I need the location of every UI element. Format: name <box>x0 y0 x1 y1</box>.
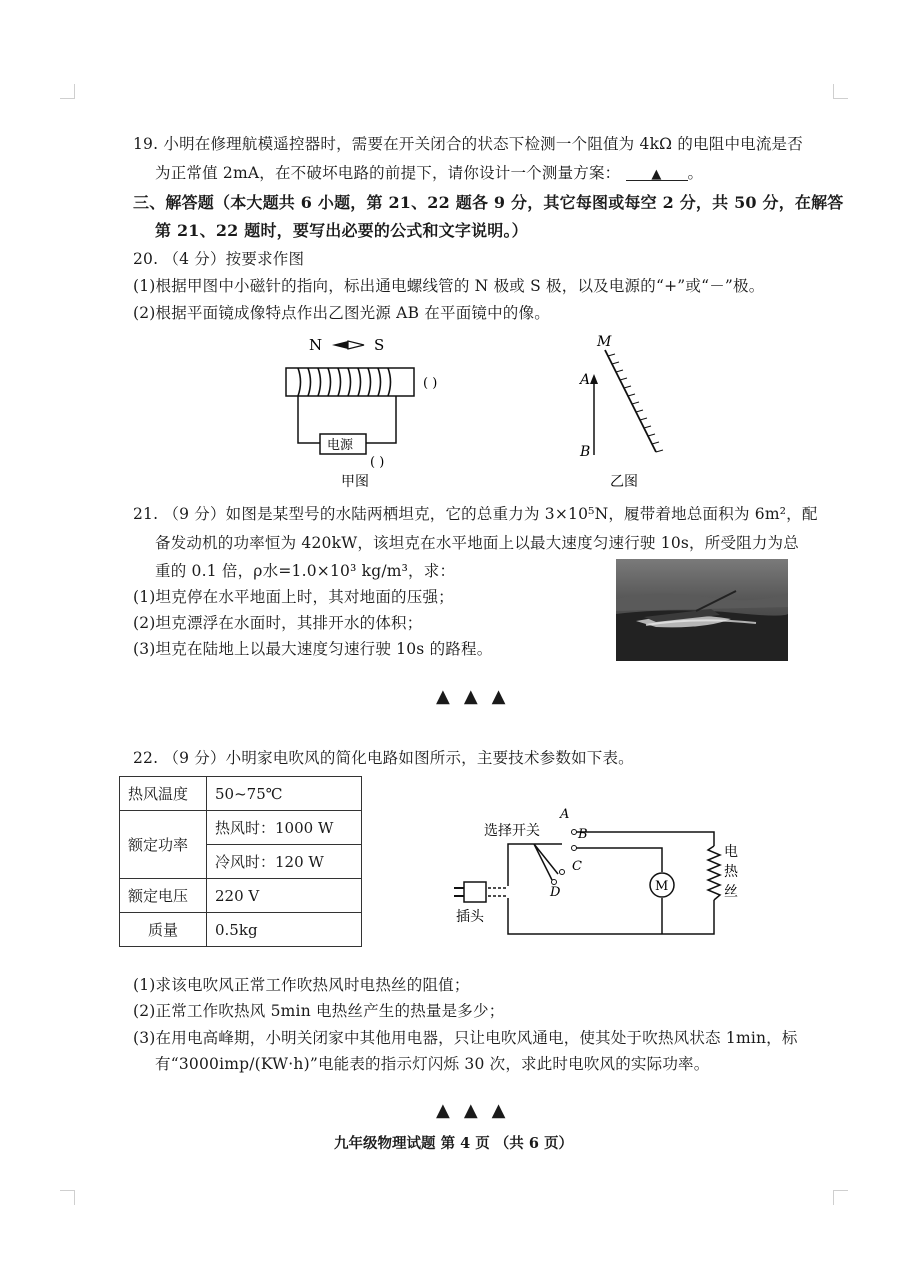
section-3-heading-line-1: 三、解答题（本大题共 6 小题，第 21、22 题各 9 分，其它每图或每空 2 分，共 50 分，在解答 <box>133 193 844 212</box>
compass-needle-south <box>348 341 364 349</box>
q19-line-2-text: 为正常值 2mA，在不破坏电路的前提下，请你设计一个测量方案： <box>155 164 621 182</box>
contact-d <box>552 880 557 885</box>
q20-heading: 20. （4 分）按要求作图 <box>133 250 305 268</box>
q20-part-1: (1)根据甲图中小磁针的指向，标出通电螺线管的 N 极或 S 极，以及电源的“+”或“－”极。 <box>133 277 765 295</box>
table-cell: 热风时：1000 W <box>207 811 362 845</box>
table-cell: 额定电压 <box>120 879 207 913</box>
contact-a <box>572 830 577 835</box>
q22-part-3: (3)在用电高峰期，小明关闭家中其他用电器，只让电吹风通电，使其处于吹热风状态 1min，标 <box>133 1029 798 1047</box>
table-cell: 0.5kg <box>207 913 362 947</box>
crop-mark-bottom-left <box>60 1190 75 1205</box>
heater-label-1: 电 <box>724 844 738 860</box>
table-cell: 50~75℃ <box>207 777 362 811</box>
figure-a-caption: 甲图 <box>341 474 369 490</box>
power-pole-blank: ( ) <box>370 455 385 470</box>
heating-wire <box>708 846 720 900</box>
q21-part-3: (3)坦克在陆地上以最大速度匀速行驶 10s 的路程。 <box>133 640 493 658</box>
solenoid-pole-blank: ( ) <box>423 376 438 391</box>
tank-photo-graphic <box>616 559 788 661</box>
q19-line-2-end: 。 <box>687 164 704 182</box>
q21-part-1: (1)坦克停在水平地面上时，其对地面的压强； <box>133 588 454 606</box>
table-cell: 额定功率 <box>120 811 207 879</box>
q21-line-1: 21. （9 分）如图是某型号的水陆两栖坦克，它的总重力为 3×10⁵N，履带着地总面积为 6m²，配 <box>133 505 818 523</box>
plug-label: 插头 <box>456 909 484 925</box>
crop-mark-top-right <box>833 84 848 99</box>
contact-d-label: D <box>550 885 561 900</box>
compass-needle-north <box>332 341 348 349</box>
wire-motor <box>574 848 662 934</box>
section-3-heading-line-2: 第 21、22 题时，要写出必要的公式和文字说明。） <box>155 221 528 240</box>
table-cell: 冷风时：120 W <box>207 845 362 879</box>
heater-label-2: 热 <box>724 864 738 880</box>
q22-part-2: (2)正常工作吹热风 5min 电热丝产生的热量是多少； <box>133 1002 505 1020</box>
hair-dryer-circuit <box>450 800 750 950</box>
figure-b-mirror <box>572 330 682 490</box>
crop-mark-bottom-right <box>833 1190 848 1205</box>
wire-bottom <box>508 898 662 934</box>
q21-line-2: 备发动机的功率恒为 420kW，该坦克在水平地面上以最大速度匀速行驶 10s，所受阻力为总 <box>155 534 799 552</box>
q19-line-1: 19. 小明在修理航模遥控器时，需要在开关闭合的状态下检测一个阻值为 4kΩ 的电阻中电流是否 <box>133 135 803 153</box>
table-cell: 220 V <box>207 879 362 913</box>
mirror-hatching <box>608 354 663 452</box>
answer-blank[interactable] <box>626 162 688 181</box>
plane-mirror <box>605 350 656 452</box>
compass-n-label: N <box>309 336 323 354</box>
contact-c-label: C <box>572 859 582 874</box>
page-footer: 九年级物理试题 第 4 页 （共 6 页） <box>334 1135 573 1152</box>
point-b-label: B <box>580 444 591 460</box>
contact-b-label: B <box>578 827 588 842</box>
table-row <box>120 913 362 947</box>
q21-part-2: (2)坦克漂浮在水面时，其排开水的体积； <box>133 614 423 632</box>
end-marks-1: ▲▲▲ <box>436 686 520 707</box>
point-a-label: A <box>580 372 591 388</box>
object-arrowhead <box>590 374 598 384</box>
motor-label: M <box>655 879 669 894</box>
figure-a-solenoid <box>278 335 478 490</box>
q21-line-3: 重的 0.1 倍，ρ水=1.0×10³ kg/m³，求： <box>155 562 456 580</box>
table-row <box>120 811 362 845</box>
q22-part-3-continued: 有“3000imp/(KW·h)”电能表的指示灯闪烁 30 次，求此时电吹风的实际功率。 <box>155 1055 710 1073</box>
end-marks-2: ▲▲▲ <box>436 1100 520 1121</box>
contact-b <box>572 846 577 851</box>
compass-s-label: S <box>374 336 385 354</box>
crop-mark-top-left <box>60 84 75 99</box>
switch-blade <box>534 844 558 880</box>
plug-icon <box>454 882 486 902</box>
q22-heading: 22. （9 分）小明家电吹风的简化电路如图所示，主要技术参数如下表。 <box>133 749 634 767</box>
blank-triangle-mark: ▲ <box>651 167 662 182</box>
amphibious-tank-photo <box>616 559 788 661</box>
contact-a-label: A <box>560 807 570 822</box>
heater-label-3: 丝 <box>724 884 738 900</box>
figure-b-caption: 乙图 <box>610 474 638 490</box>
wire-right <box>662 900 714 934</box>
mirror-m-label: M <box>597 334 612 350</box>
spec-table <box>119 776 362 947</box>
wire-top <box>576 832 714 846</box>
power-source-label: 电源 <box>327 438 354 453</box>
switch-label: 选择开关 <box>484 823 540 839</box>
table-row <box>120 777 362 811</box>
table-cell: 质量 <box>120 913 207 947</box>
table-row <box>120 879 362 913</box>
q20-part-2: (2)根据平面镜成像特点作出乙图光源 AB 在平面镜中的像。 <box>133 304 550 322</box>
q22-part-1: (1)求该电吹风正常工作吹热风时电热丝的阻值； <box>133 976 470 994</box>
plug-lead <box>488 888 508 896</box>
table-cell: 热风温度 <box>120 777 207 811</box>
contact-c <box>560 870 565 875</box>
q19-line-2 <box>155 162 703 184</box>
